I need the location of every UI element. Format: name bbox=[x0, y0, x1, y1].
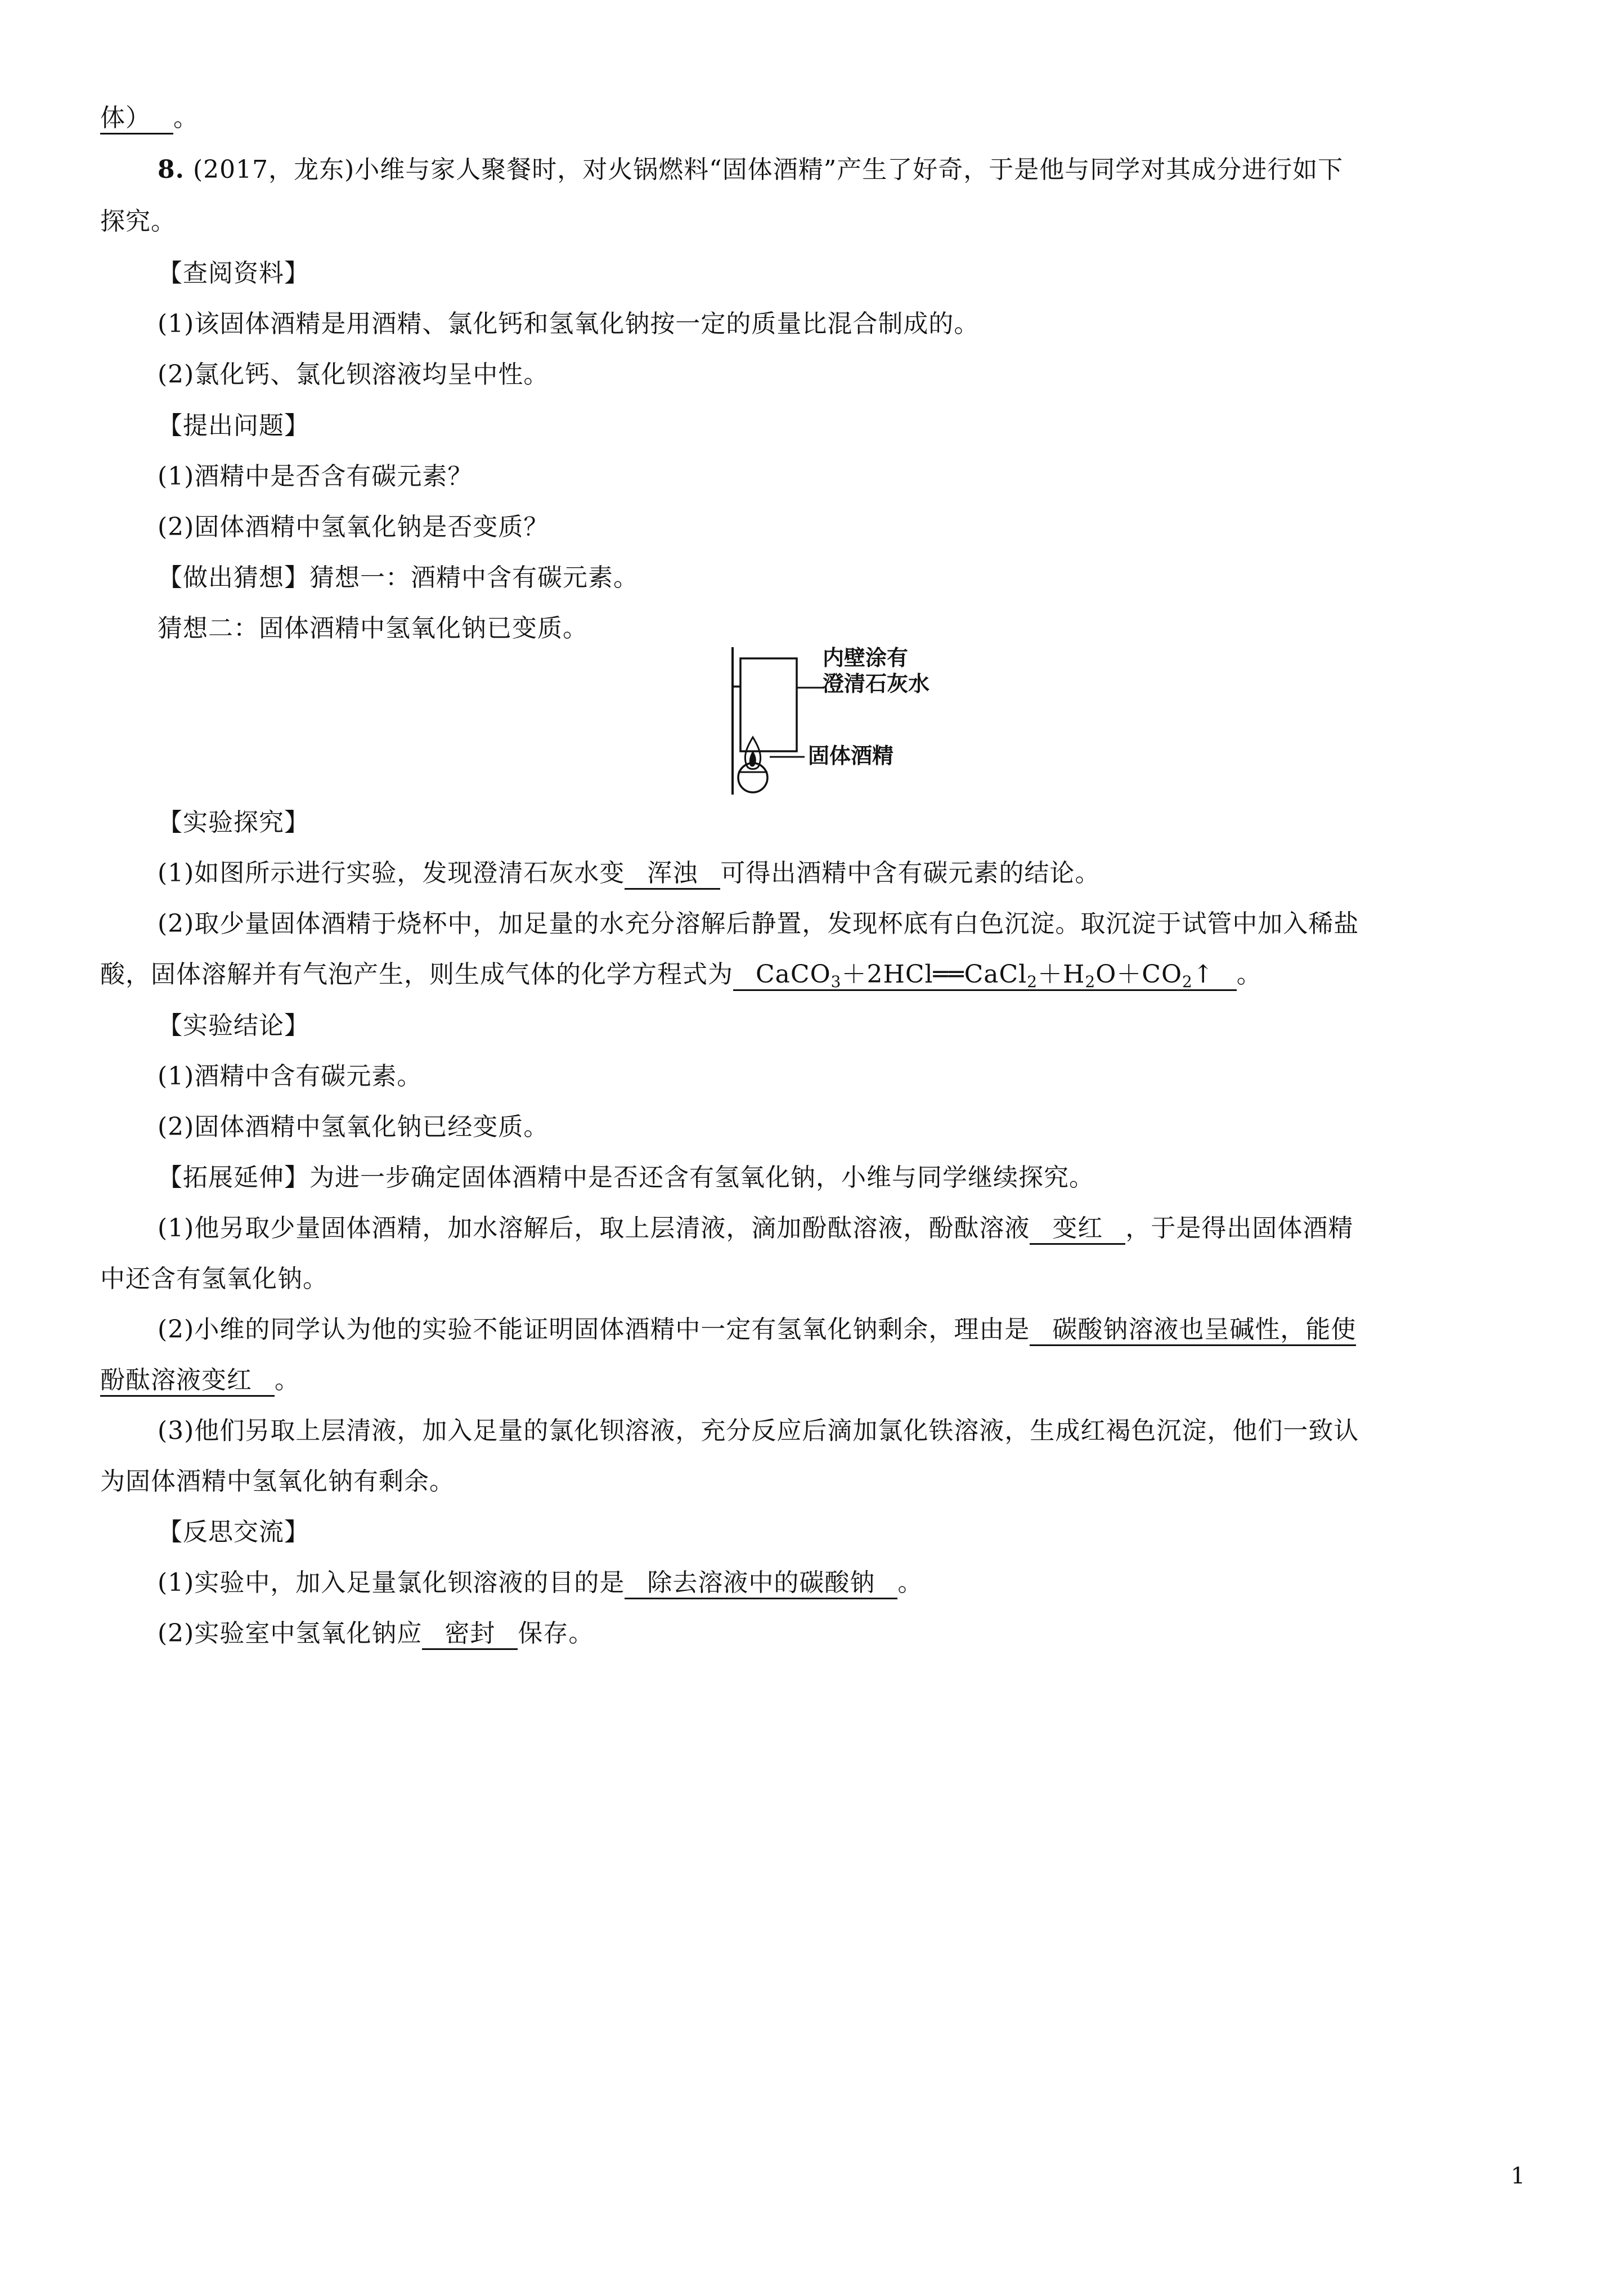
extension-item-1-cont: 中还含有氢氧化钠。 bbox=[100, 1264, 328, 1293]
answer-blank: 除去溶液中的碳酸钠 bbox=[625, 1568, 897, 1599]
section-heading-lookup: 【查阅资料】 bbox=[158, 259, 309, 288]
guess-heading-line: 【做出猜想】猜想一：酒精中含有碳元素。 bbox=[158, 563, 639, 592]
guess-2: 猜想二：固体酒精中氢氧化钠已变质。 bbox=[158, 614, 588, 643]
question-item-2: (2)固体酒精中氢氧化钠是否变质？ bbox=[158, 513, 549, 541]
section-heading-reflection: 【反思交流】 bbox=[158, 1518, 309, 1546]
experiment-figure bbox=[726, 647, 979, 796]
question-8-intro: 8. (2017，龙东)小维与家人聚餐时，对火锅燃料“固体酒精”产生了好奇，于是他与同学对其成分进行如下 bbox=[158, 155, 1344, 184]
gas-arrow-icon: ↑ bbox=[1192, 960, 1214, 989]
experiment-item-2-cont: 酸，固体溶解并有气泡产生，则生成气体的化学方程式为 $CaCO_3+2HCl══CaCl_2+H_2O+CO_2↑$ 。 bbox=[100, 960, 1262, 991]
extension-heading-line: 【拓展延伸】为进一步确定固体酒精中是否还含有氢氧化钠，小维与同学继续探究。 bbox=[158, 1163, 1094, 1192]
inverted-beaker bbox=[740, 658, 797, 751]
question-8-intro-cont: 探究。 bbox=[100, 207, 176, 236]
answer-blank: 密封 bbox=[422, 1619, 518, 1650]
experiment-item-2: (2)取少量固体酒精于烧杯中，加足量的水充分溶解后静置，发现杯底有白色沉淀。取沉淀于试管中加入稀盐 bbox=[158, 909, 1359, 938]
answer-blank: 浑浊 bbox=[625, 859, 720, 890]
conclusion-item-2: (2)固体酒精中氢氧化钠已经变质。 bbox=[158, 1113, 549, 1141]
answer-blank: 酚酞溶液变红 bbox=[100, 1366, 275, 1397]
answer-blank: 碳酸钠溶液也呈碱性，能使 bbox=[1030, 1315, 1356, 1346]
section-heading-question: 【提出问题】 bbox=[158, 411, 309, 440]
section-heading-experiment: 【实验探究】 bbox=[158, 808, 309, 837]
burner-body bbox=[738, 763, 767, 792]
question-number: 8. bbox=[158, 155, 185, 184]
experiment-item-1: (1)如图所示进行实验，发现澄清石灰水变 浑浊 可得出酒精中含有碳元素的结论。 bbox=[158, 856, 1100, 890]
page-number: 1 bbox=[1511, 2163, 1525, 2189]
extension-item-2-cont: 酚酞溶液变红 。 bbox=[100, 1364, 300, 1397]
lookup-item-2: (2)氯化钙、氯化钡溶液均呈中性。 bbox=[158, 360, 549, 389]
answer-blank-equation: $CaCO_3+2HCl══CaCl_2+H_2O+CO_2↑$ bbox=[733, 960, 1237, 991]
figure-label-bottom: 固体酒精 bbox=[808, 743, 894, 768]
answer-blank: 体） bbox=[100, 104, 173, 134]
extension-item-3: (3)他们另取上层清液，加入足量的氯化钡溶液，充分反应后滴加氯化铁溶液，生成红褐色沉淀，他们一致认 bbox=[158, 1416, 1359, 1445]
conclusion-item-1: (1)酒精中含有碳元素。 bbox=[158, 1062, 423, 1091]
answer-blank: 变红 bbox=[1030, 1214, 1125, 1245]
reflection-item-2: (2)实验室中氢氧化钠应 密封 保存。 bbox=[158, 1617, 594, 1651]
extension-item-1: (1)他另取少量固体酒精，加水溶解后，取上层清液，滴加酚酞溶液，酚酞溶液 变红 ，于是得出固体酒精 bbox=[158, 1212, 1353, 1245]
carryover-line: 体） 。 bbox=[100, 101, 199, 135]
figure-label-top-1: 内壁涂有 bbox=[823, 645, 909, 670]
question-item-1: (1)酒精中是否含有碳元素？ bbox=[158, 462, 473, 491]
extension-item-3-cont: 为固体酒精中氢氧化钠有剩余。 bbox=[100, 1467, 455, 1496]
extension-item-2: (2)小维的同学认为他的实验不能证明固体酒精中一定有氢氧化钠剩余，理由是 碳酸钠溶液也呈碱性，能使 bbox=[158, 1313, 1356, 1347]
reflection-item-1: (1)实验中，加入足量氯化钡溶液的目的是 除去溶液中的碳酸钠 。 bbox=[158, 1566, 923, 1600]
lookup-item-1: (1)该固体酒精是用酒精、氯化钙和氢氧化钠按一定的质量比混合制成的。 bbox=[158, 310, 980, 338]
section-heading-conclusion: 【实验结论】 bbox=[158, 1011, 309, 1040]
figure-label-top-2: 澄清石灰水 bbox=[823, 671, 930, 696]
